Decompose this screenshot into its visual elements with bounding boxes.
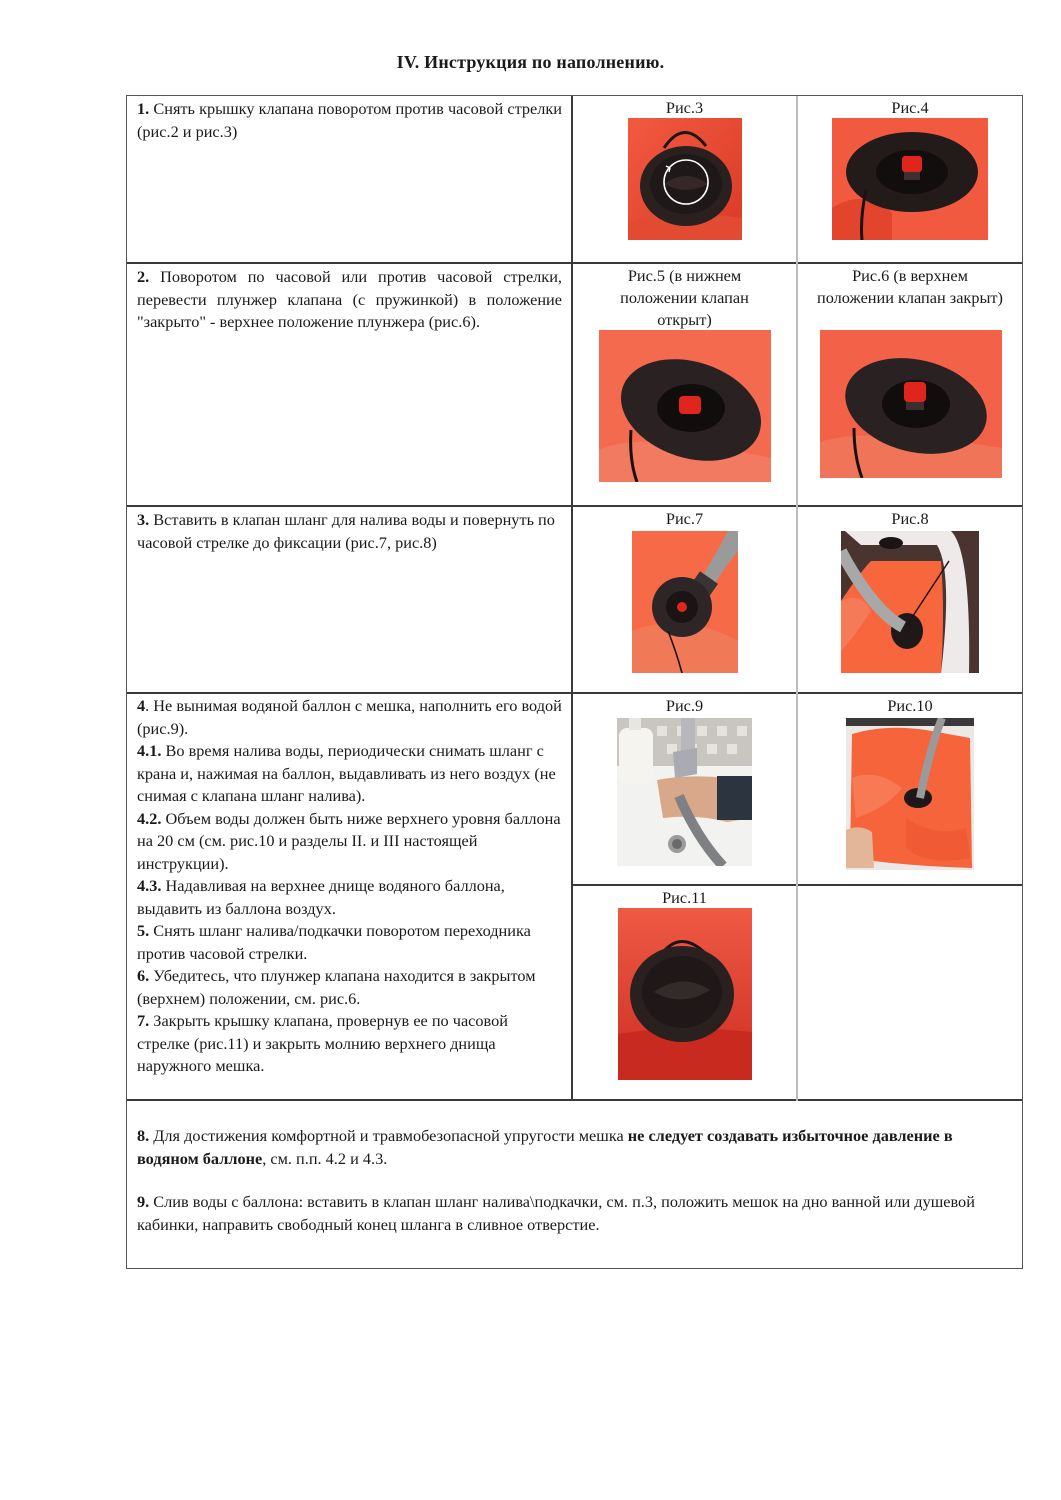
step-4-2 — [137, 808, 562, 876]
valve-cap-rotate-counterclockwise-photo — [628, 118, 742, 240]
step-text: . Не вынимая водяной баллон с мешка, наполнить его водой (рис.9). — [137, 696, 562, 738]
step-number: 3. — [137, 510, 150, 529]
figure-caption: Рис.6 (в верхнем положении клапан закрыт) — [817, 266, 1003, 307]
note-text: , см. п.п. 4.2 и 4.3. — [262, 1148, 388, 1168]
step-text: Убедитесь, что плунжер клапана находится в закрытом (верхнем) положении, см. рис.6. — [137, 966, 536, 1008]
note-9 — [127, 1191, 1022, 1236]
filled-bag-with-hose-photo — [846, 718, 974, 870]
step-4-1 — [137, 740, 562, 808]
step-number: 4.3. — [137, 876, 162, 895]
filling-from-faucet-photo — [617, 718, 752, 866]
figure-4 — [798, 96, 1022, 262]
valve-plunger-low-open-photo — [599, 330, 771, 482]
note-text: Для достижения комфортной и травмобезопасной упругости мешка — [149, 1126, 628, 1145]
step-3-cell — [127, 507, 571, 692]
step-text: Во время налива воды, периодически снимать шланг с крана и, нажимая на баллон, выдавливать из него воздух (не снимая с клапана шланг налива). — [137, 741, 556, 805]
step-4 — [137, 695, 562, 740]
figure-3 — [573, 96, 796, 262]
closed-valve-cap-photo — [618, 908, 752, 1080]
step-number: 4.1. — [137, 741, 162, 760]
figure-6 — [798, 264, 1022, 505]
step-text: Вставить в клапан шланг для налива воды и повернуть по часовой стрелке до фиксации (рис.7, рис.8) — [137, 510, 555, 552]
figure-caption: Рис.8 — [891, 509, 929, 528]
instruction-table — [126, 95, 1023, 1269]
note-8 — [127, 1125, 1022, 1170]
figure-caption: Рис.3 — [665, 98, 704, 117]
figure-7 — [573, 507, 796, 692]
steps-4-7-cell — [127, 694, 571, 1099]
note-text: Слив воды с баллона: вставить в клапан шланг налива\подкачки, см. п.3, положить мешок на дно ванной или душевой кабинки, направить свободный конец шланга в сливное отверстие. — [137, 1192, 975, 1234]
step-text: Закрыть крышку клапана, провернув ее по часовой стрелке (рис.11) и закрыть молнию верхнего днища наружного мешка. — [137, 1011, 508, 1075]
figure-10 — [798, 694, 1022, 884]
figure-caption: Рис.4 — [891, 98, 929, 117]
step-text: Снять крышку клапана поворотом против часовой стрелки (рис.2 и рис.3) — [137, 99, 562, 141]
page-title: IV. Инструкция по наполнению. — [396, 52, 665, 72]
step-1-cell — [127, 96, 571, 262]
figure-8 — [798, 507, 1022, 692]
step-number: 1. — [137, 99, 150, 118]
note-number: 9. — [137, 1192, 150, 1211]
note-number: 8. — [137, 1126, 150, 1145]
step-5 — [137, 920, 562, 965]
step-number: 2. — [137, 267, 150, 286]
hose-inserted-into-valve-photo — [632, 531, 738, 673]
hose-in-bag-photo — [841, 531, 979, 673]
step-text: Снять шланг налива/подкачки поворотом переходника против часовой стрелки. — [137, 921, 531, 963]
figure-caption: Рис.9 — [665, 696, 704, 715]
step-4-3 — [137, 875, 562, 920]
valve-plunger-high-closed-photo — [820, 330, 1002, 478]
step-7 — [137, 1010, 562, 1078]
empty-cell — [798, 886, 1022, 1099]
step-number: 7. — [137, 1011, 150, 1030]
step-text: Поворотом по часовой или против часовой стрелки, перевести плунжер клапана (с пружинкой) в положение "закрыто" - верхнее положение плунжера (рис.6). — [137, 267, 562, 331]
step-text: Объем воды должен быть ниже верхнего уровня баллона на 20 см (см. рис.10 и разделы II. и III настоящей инструкции). — [137, 808, 561, 873]
figure-5 — [573, 264, 796, 505]
figure-caption: Рис.5 (в нижнем положении клапан открыт) — [620, 266, 749, 329]
step-number: 6. — [137, 966, 150, 985]
step-number: 4.2. — [137, 808, 162, 828]
figure-11 — [573, 886, 796, 1099]
step-2-cell — [127, 264, 571, 505]
step-number: 4 — [137, 696, 146, 715]
figure-9 — [573, 694, 796, 884]
open-valve-plunger-photo — [832, 118, 988, 240]
figure-caption: Рис.10 — [887, 696, 933, 715]
figure-caption: Рис.7 — [665, 509, 704, 528]
figure-caption: Рис.11 — [662, 888, 707, 907]
step-number: 5. — [137, 921, 150, 940]
step-text: Надавливая на верхнее днище водяного баллона, выдавить из баллона воздух. — [137, 876, 505, 918]
step-6 — [137, 965, 562, 1010]
note-warning-text: не следует создавать избыточное давление в водяном баллоне — [137, 1126, 953, 1168]
notes-cell — [127, 1101, 1022, 1268]
